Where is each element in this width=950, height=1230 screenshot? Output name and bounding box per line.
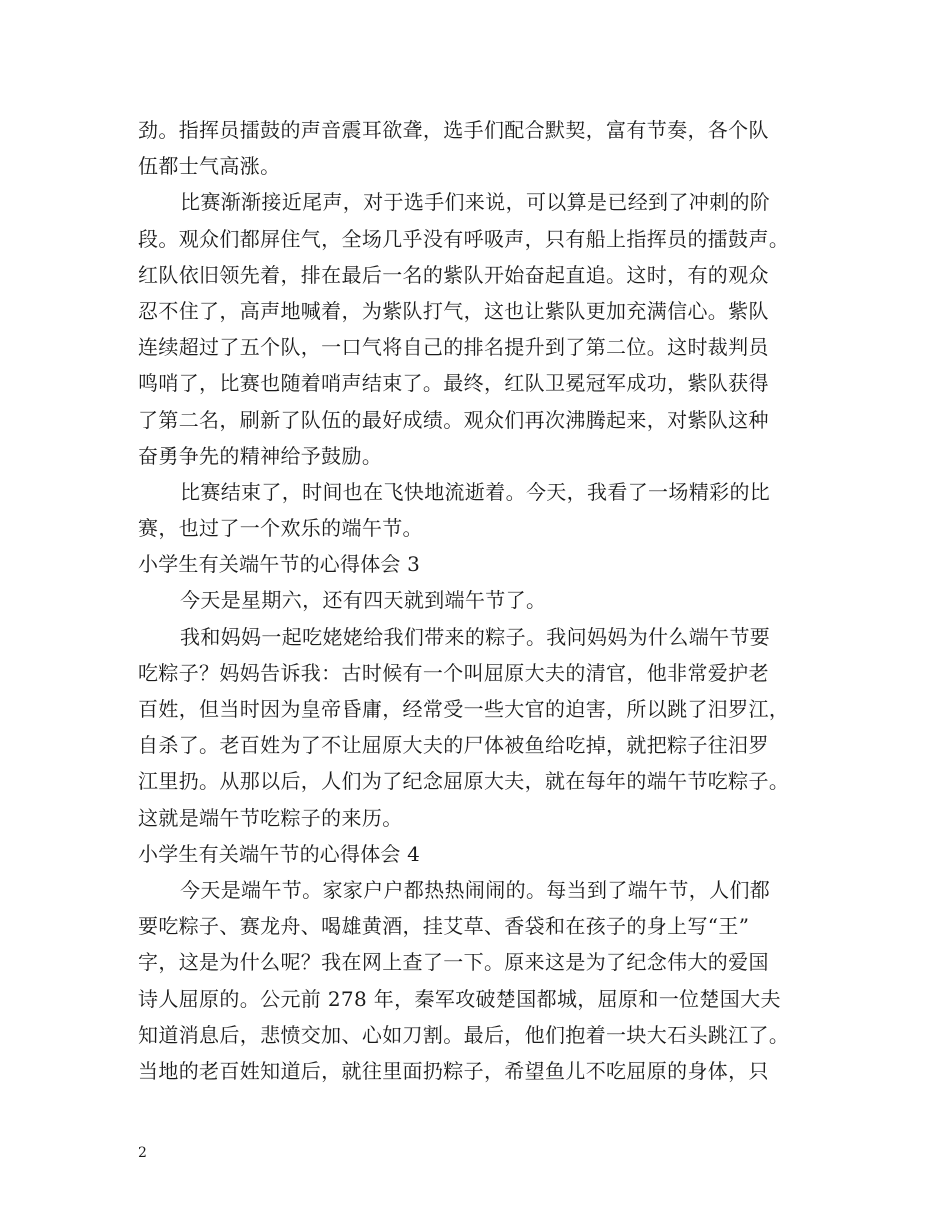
text-line: 吃粽子？妈妈告诉我：古时候有一个叫屈原大夫的清官，他非常爱护老 [138, 660, 769, 685]
text-line: 百姓，但当时因为皇帝昏庸，经常受一些大官的迫害，所以跳了汨罗江， [138, 697, 790, 721]
text-line: 知道消息后，悲愤交加、心如刀割。最后，他们抱着一块大石头跳江了。 [138, 1022, 790, 1047]
text-line: 字，这是为什么呢？我在网上查了一下。原来这是为了纪念伟大的爱国 [138, 950, 769, 975]
page-number: 2 [138, 1145, 147, 1161]
text-line: 江里扔。从那以后，人们为了纪念屈原大夫，就在每年的端午节吃粽子。 [138, 769, 790, 794]
text-line: 我和妈妈一起吃姥姥给我们带来的粽子。我问妈妈为什么端午节要 [180, 624, 771, 649]
text-line: 当地的老百姓知道后，就往里面扔粽子，希望鱼儿不吃屈原的身体，只 [138, 1058, 769, 1083]
text-line: 要吃粽子、赛龙舟、喝雄黄酒，挂艾草、香袋和在孩子的身上写“王” [138, 914, 750, 939]
text-line: 比赛结束了，时间也在飞快地流逝着。今天，我看了一场精彩的比 [180, 479, 771, 504]
text-line: 段。观众们都屏住气，全场几乎没有呼吸声，只有船上指挥员的擂鼓声。 [138, 226, 790, 251]
text-line: 诗人屈原的。公元前 278 年，秦军攻破楚国都城，屈原和一位楚国大夫 [138, 986, 781, 1011]
text-line: 红队依旧领先着，排在最后一名的紫队开始奋起直追。这时，有的观众 [138, 262, 769, 287]
text-line: 今天是端午节。家家户户都热热闹闹的。每当到了端午节，人们都 [180, 877, 771, 902]
text-line: 今天是星期六，还有四天就到端午节了。 [180, 588, 547, 613]
text-line: 这就是端午节吃粽子的来历。 [138, 805, 403, 830]
section-heading: 小学生有关端午节的心得体会 4 [138, 841, 421, 866]
text-line: 连续超过了五个队，一口气将自己的排名提升到了第二位。这时裁判员 [138, 335, 769, 360]
text-line: 鸣哨了，比赛也随着哨声结束了。最终，红队卫冕冠军成功，紫队获得 [138, 371, 769, 396]
text-line: 奋勇争先的精神给予鼓励。 [138, 443, 383, 468]
text-line: 劲。指挥员擂鼓的声音震耳欲聋，选手们配合默契，富有节奏，各个队 [138, 118, 769, 142]
text-line: 忍不住了，高声地喊着，为紫队打气，这也让紫队更加充满信心。紫队 [138, 298, 769, 323]
text-line: 赛，也过了一个欢乐的端午节。 [138, 516, 423, 541]
text-line: 了第二名，刷新了队伍的最好成绩。观众们再次沸腾起来，对紫队这种 [138, 407, 769, 432]
text-line: 伍都士气高涨。 [138, 154, 281, 179]
document-body [138, 112, 828, 1089]
section-heading: 小学生有关端午节的心得体会 3 [138, 552, 421, 577]
text-line: 比赛渐渐接近尾声，对于选手们来说，可以算是已经到了冲刺的阶 [180, 190, 771, 215]
text-line: 自杀了。老百姓为了不让屈原大夫的尸体被鱼给吃掉，就把粽子往汨罗 [138, 733, 769, 758]
